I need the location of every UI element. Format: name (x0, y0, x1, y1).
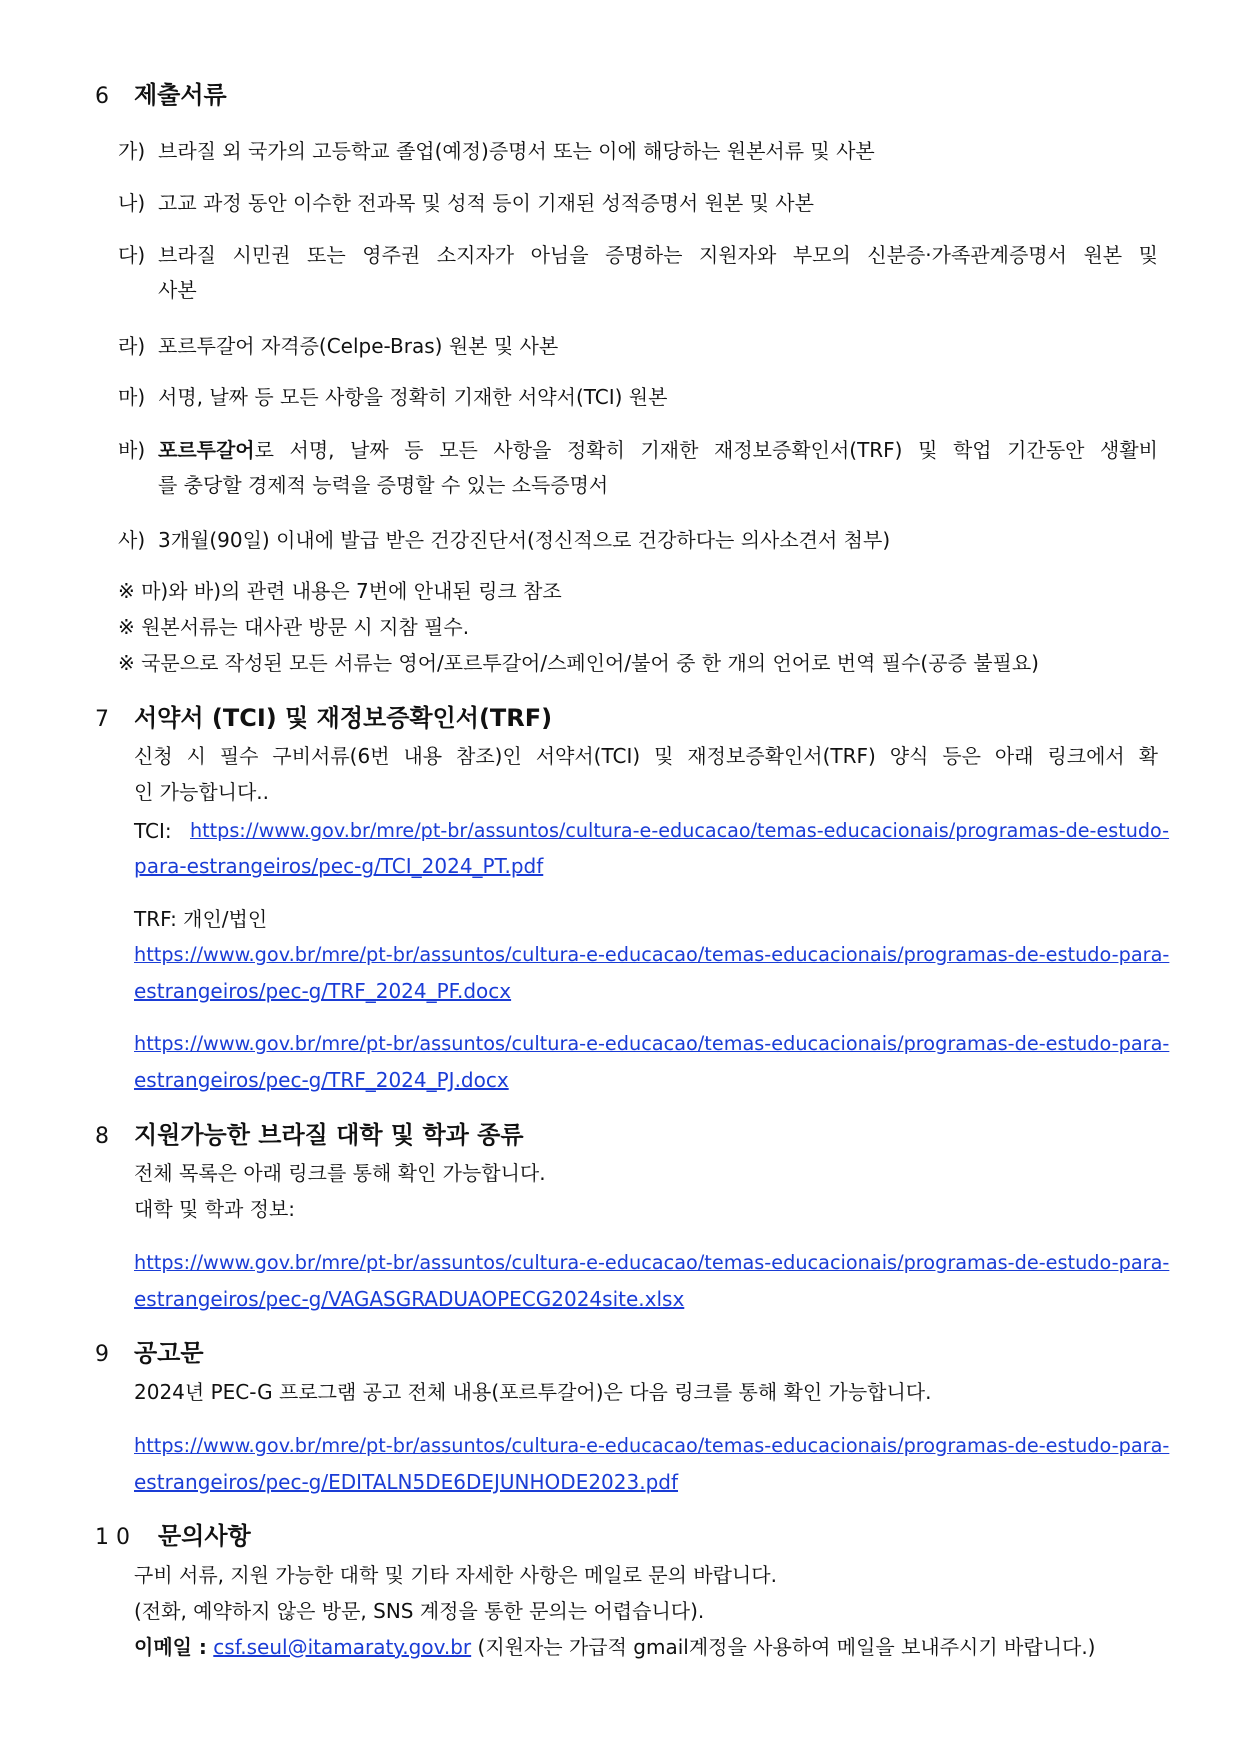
email-label: 이메일 : (134, 1635, 207, 1659)
item-a-text: 브라질 외 국가의 고등학교 졸업(예정)증명서 또는 이에 해당하는 원본서류 및 사본 (158, 139, 875, 163)
tci-link[interactable]: https://www.gov.br/mre/pt-br/assuntos/cultura-e-educacao/temas-educacionais/programas-de-estudo- (190, 819, 1170, 842)
item-f-mark: 바) (118, 438, 146, 462)
universities-link[interactable]: https://www.gov.br/mre/pt-br/assuntos/cultura-e-educacao/temas-educacionais/programas-de-estudo-para- (134, 1251, 1170, 1274)
tci-label: TCI: (134, 819, 172, 843)
item-g-text: 3개월(90일) 이내에 발급 받은 건강진단서(정신적으로 건강하다는 의사소견서 첨부) (158, 528, 891, 552)
item-e-mark: 마) (118, 385, 146, 409)
trf-pf-link-line2[interactable] (134, 978, 511, 1004)
trf-pj-link[interactable]: https://www.gov.br/mre/pt-br/assuntos/cultura-e-educacao/temas-educacionais/programas-de-estudo-para- (134, 1032, 1170, 1055)
section-6-title: 제출서류 (134, 81, 227, 109)
email-link[interactable]: csf.seul@itamaraty.gov.br (213, 1635, 472, 1659)
section-10-title: 문의사항 (158, 1522, 251, 1550)
item-c-mark: 다) (118, 243, 146, 267)
item-g-mark: 사) (118, 528, 146, 552)
trf-label: TRF: 개인/법인 (134, 907, 268, 931)
trf-pf-link-line1[interactable] (134, 942, 1169, 968)
email-note: (지원자는 가급적 gmail계정을 사용하여 메일을 보내주시기 바랍니다.) (477, 1635, 1096, 1659)
section-9-para: 2024년 PEC-G 프로그램 공고 전체 내용(포르투갈어)은 다음 링크를 통해 확인 가능합니다. (134, 1380, 932, 1404)
item-c-text-line1: 브라질 시민권 또는 영주권 소지자가 아님을 증명하는 지원자와 부모의 신분증·가족관계증명서 원본 및 (158, 243, 1158, 267)
item-e-text: 서명, 날짜 등 모든 사항을 정확히 기재한 서약서(TCI) 원본 (158, 385, 668, 409)
section-8-para-line2: 대학 및 학과 정보: (134, 1197, 296, 1221)
item-f-text-line1 (158, 437, 1158, 463)
section-10-number: 1 0 (95, 1525, 130, 1550)
section-9-number: 9 (95, 1342, 109, 1367)
item-b-text: 고교 과정 동안 이수한 전과목 및 성적 등이 기재된 성적증명서 원본 및 사본 (158, 191, 814, 215)
section-8-title: 지원가능한 브라질 대학 및 학과 종류 (134, 1121, 524, 1149)
section-8-para-line1: 전체 목록은 아래 링크를 통해 확인 가능합니다. (134, 1161, 546, 1185)
item-c-text-line2: 사본 (158, 278, 197, 302)
notice-link-line2[interactable] (134, 1469, 678, 1495)
section-7-number: 7 (95, 707, 109, 732)
note-2: ※ 원본서류는 대사관 방문 시 지참 필수. (118, 615, 470, 639)
notice-link[interactable]: https://www.gov.br/mre/pt-br/assuntos/cultura-e-educacao/temas-educacionais/programas-de-estudo-para- (134, 1434, 1170, 1457)
trf-pj-link-line2[interactable] (134, 1067, 509, 1093)
item-f-text-line2: 를 충당할 경제적 능력을 증명할 수 있는 소득증명서 (158, 473, 609, 497)
tci-link-cont[interactable]: para-estrangeiros/pec-g/TCI_2024_PT.pdf (134, 854, 544, 878)
item-f-bold: 포르투갈어 (158, 438, 255, 462)
item-b-mark: 나) (118, 191, 146, 215)
section-10-para-line2: (전화, 예약하지 않은 방문, SNS 계정을 통한 문의는 어렵습니다). (134, 1599, 705, 1623)
note-3: ※ 국문으로 작성된 모든 서류는 영어/포르투갈어/스페인어/불어 중 한 개의 언어로 번역 필수(공증 불필요) (118, 651, 1039, 675)
tci-link-line1[interactable] (190, 818, 1169, 844)
tci-link-line2[interactable] (134, 853, 543, 879)
trf-pj-link-line1[interactable] (134, 1031, 1169, 1057)
email-line (134, 1634, 1096, 1660)
section-10-para-line1: 구비 서류, 지원 가능한 대학 및 기타 자세한 사항은 메일로 문의 바랍니다. (134, 1563, 777, 1587)
item-f-rest: 로 서명, 날짜 등 모든 사항을 정확히 기재한 재정보증확인서(TRF) 및 학업 기간동안 생활비 (254, 438, 1158, 462)
section-9-title: 공고문 (134, 1339, 204, 1367)
trf-pf-link-cont[interactable]: estrangeiros/pec-g/TRF_2024_PF.docx (134, 979, 512, 1003)
section-7-para-line1: 신청 시 필수 구비서류(6번 내용 참조)인 서약서(TCI) 및 재정보증확인서(TRF) 양식 등은 아래 링크에서 확 (134, 744, 1158, 768)
note-1: ※ 마)와 바)의 관련 내용은 7번에 안내된 링크 참조 (118, 579, 562, 603)
section-7-title: 서약서 (TCI) 및 재정보증확인서(TRF) (134, 704, 553, 732)
section-6-number: 6 (95, 84, 109, 109)
section-8-number: 8 (95, 1124, 109, 1149)
universities-link-line1[interactable] (134, 1250, 1169, 1276)
universities-link-cont[interactable]: estrangeiros/pec-g/VAGASGRADUAOPECG2024site.xlsx (134, 1287, 685, 1311)
item-d-text: 포르투갈어 자격증(Celpe-Bras) 원본 및 사본 (158, 334, 559, 358)
notice-link-cont[interactable]: estrangeiros/pec-g/EDITALN5DE6DEJUNHODE2023.pdf (134, 1470, 679, 1494)
universities-link-line2[interactable] (134, 1286, 684, 1312)
trf-pf-link[interactable]: https://www.gov.br/mre/pt-br/assuntos/cultura-e-educacao/temas-educacionais/programas-de-estudo-para- (134, 943, 1170, 966)
section-7-para-line2: 인 가능합니다.. (134, 780, 269, 804)
item-a-mark: 가) (118, 139, 146, 163)
notice-link-line1[interactable] (134, 1433, 1169, 1459)
trf-pj-link-cont[interactable]: estrangeiros/pec-g/TRF_2024_PJ.docx (134, 1068, 509, 1092)
item-d-mark: 라) (118, 334, 146, 358)
